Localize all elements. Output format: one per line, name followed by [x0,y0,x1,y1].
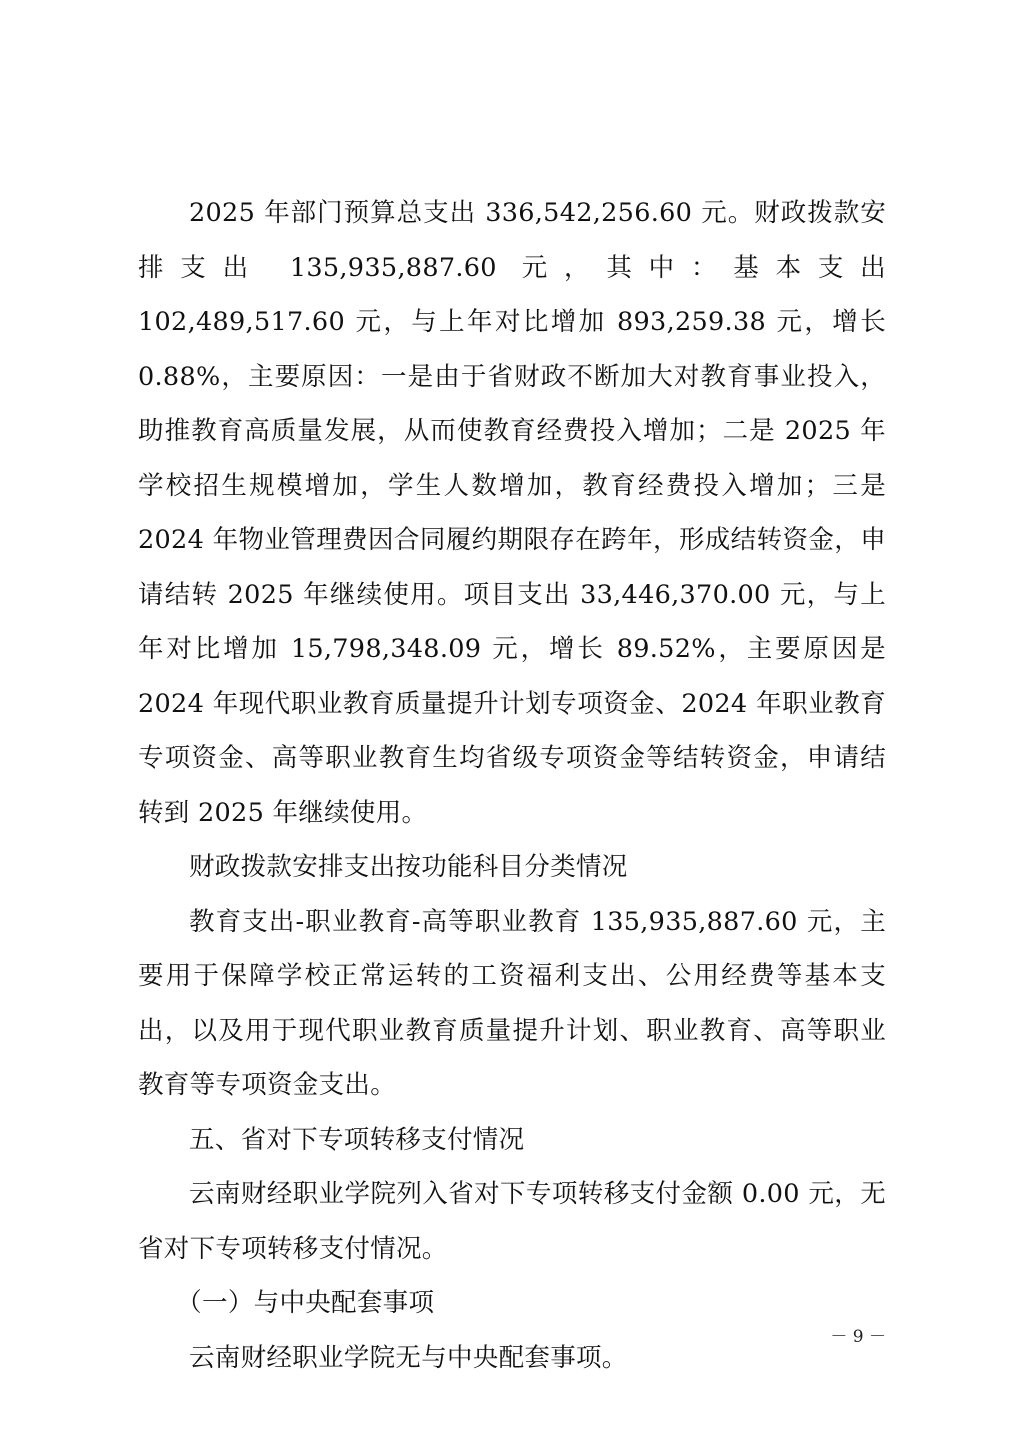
page-number: － 9 － [830,1327,886,1347]
page-content [138,186,886,1385]
paragraph-budget-summary: 2025 年部门预算总支出 336,542,256.60 元。财政拨款安排支出 135,935,887.60 元，其中：基本支出 102,489,517.60 元，与上年对比增加 893,259.38 元，增长 0.88%，主要原因：一是由于省财政不断加大对教育事业投入，助推教育高质量发展，从而使教育经费投入增加；二是 2025 年学校招生规模增加，学生人数增加，教育经费投入增加；三是 2024 年物业管理费因合同履约期限存在跨年，形成结转资金，申请结转 2025 年继续使用。项目支出 33,446,370.00 元，与上年对比增加 15,798,348.09 元，增长 89.52%，主要原因是 2024 年现代职业教育质量提升计划专项资金、2024 年职业教育专项资金、高等职业教育生均省级专项资金等结转资金，申请结转到 2025 年继续使用。 [138,198,886,828]
paragraph-education-expenditure: 教育支出-职业教育-高等职业教育 135,935,887.60 元，主要用于保障学校正常运转的工资福利支出、公用经费等基本支出，以及用于现代职业教育质量提升计划、职业教育、高等职业教育等专项资金支出。 [138,906,886,1100]
subsection-heading: （一）与中央配套事项 [176,1288,435,1318]
section-five-heading: 五、省对下专项转移支付情况 [189,1124,525,1155]
section-five-paragraph: 云南财经职业学院列入省对下专项转移支付金额 0.00 元，无省对下专项转移支付情况。 [138,1179,886,1264]
subsection-paragraph: 云南财经职业学院无与中央配套事项。 [189,1342,628,1373]
paragraph-functional-category-title: 财政拨款安排支出按功能科目分类情况 [189,852,628,882]
